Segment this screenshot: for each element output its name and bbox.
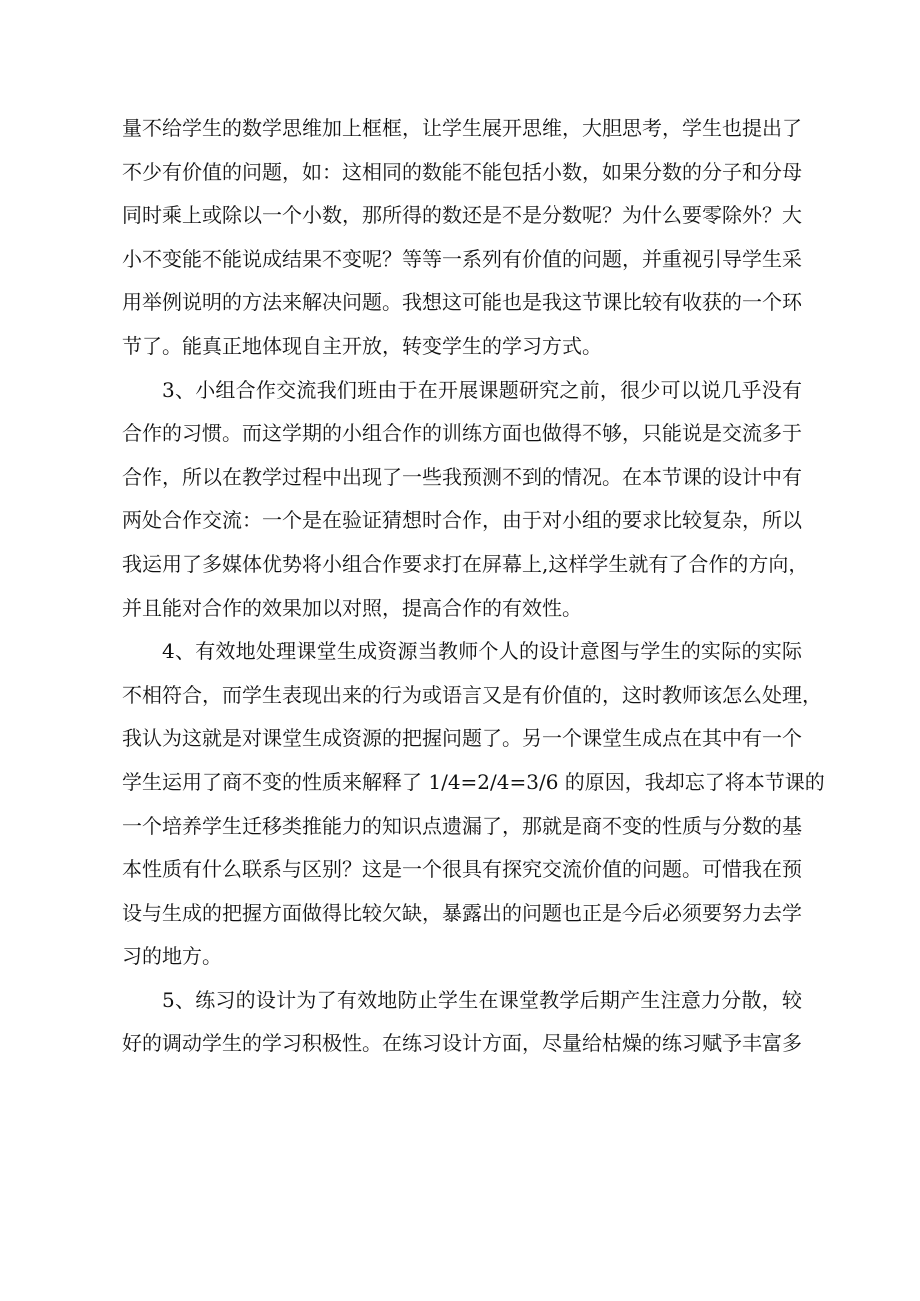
paragraph-start-line: 5、练习的设计为了有效地防止学生在课堂教学后期产生注意力分散，较 [162,987,802,1012]
text-line: 用举例说明的方法来解决问题。我想这可能也是我这节课比较有收获的一个环 [122,290,802,315]
text-line: 不相符合，而学生表现出来的行为或语言又是有价值的，这时教师该怎么处理， [122,682,822,707]
text-line: 合作的习惯。而这学期的小组合作的训练方面也做得不够，只能说是交流多于 [122,421,802,446]
text-line: 本性质有什么联系与区别？这是一个很具有探究交流价值的问题。可惜我在预 [122,857,802,882]
paragraph-start-line: 3、小组合作交流我们班由于在开展课题研究之前，很少可以说几乎没有 [162,377,802,402]
text-line: 我认为这就是对课堂生成资源的把握问题了。另一个课堂生成点在其中有一个 [122,726,802,751]
text-line: 并且能对合作的效果加以对照，提高合作的有效性。 [122,595,582,620]
text-line: 两处合作交流：一个是在验证猜想时合作，由于对小组的要求比较复杂，所以 [122,508,802,533]
body-text [122,107,825,1066]
paragraph-start-line: 4、有效地处理课堂生成资源当教师个人的设计意图与学生的实际的实际 [162,639,802,664]
text-line: 合作，所以在教学过程中出现了一些我预测不到的情况。在本节课的设计中有 [122,464,802,489]
text-line: 设与生成的把握方面做得比较欠缺，暴露出的问题也正是今后必须要努力去学 [122,900,802,925]
text-line: 我运用了多媒体优势将小组合作要求打在屏幕上,这样学生就有了合作的方向， [122,551,809,576]
text-line: 好的调动学生的学习积极性。在练习设计方面，尽量给枯燥的练习赋予丰富多 [122,1031,802,1056]
text-line: 习的地方。 [122,944,222,969]
text-line: 一个培养学生迁移类推能力的知识点遗漏了，那就是商不变的性质与分数的基 [122,813,802,838]
text-line: 学生运用了商不变的性质来解释了 1/4=2/4=3/6 的原因，我却忘了将本节课的 [122,769,825,794]
text-line: 节了。能真正地体现自主开放，转变学生的学习方式。 [122,333,602,358]
text-line: 不少有价值的问题，如：这相同的数能不能包括小数，如果分数的分子和分母 [122,159,802,184]
text-line: 小不变能不能说成结果不变呢？等等一系列有价值的问题，并重视引导学生采 [122,246,802,271]
text-line: 同时乘上或除以一个小数，那所得的数还是不是分数呢？为什么要零除外？大 [122,203,802,228]
text-line: 量不给学生的数学思维加上框框，让学生展开思维，大胆思考，学生也提出了 [122,116,802,140]
